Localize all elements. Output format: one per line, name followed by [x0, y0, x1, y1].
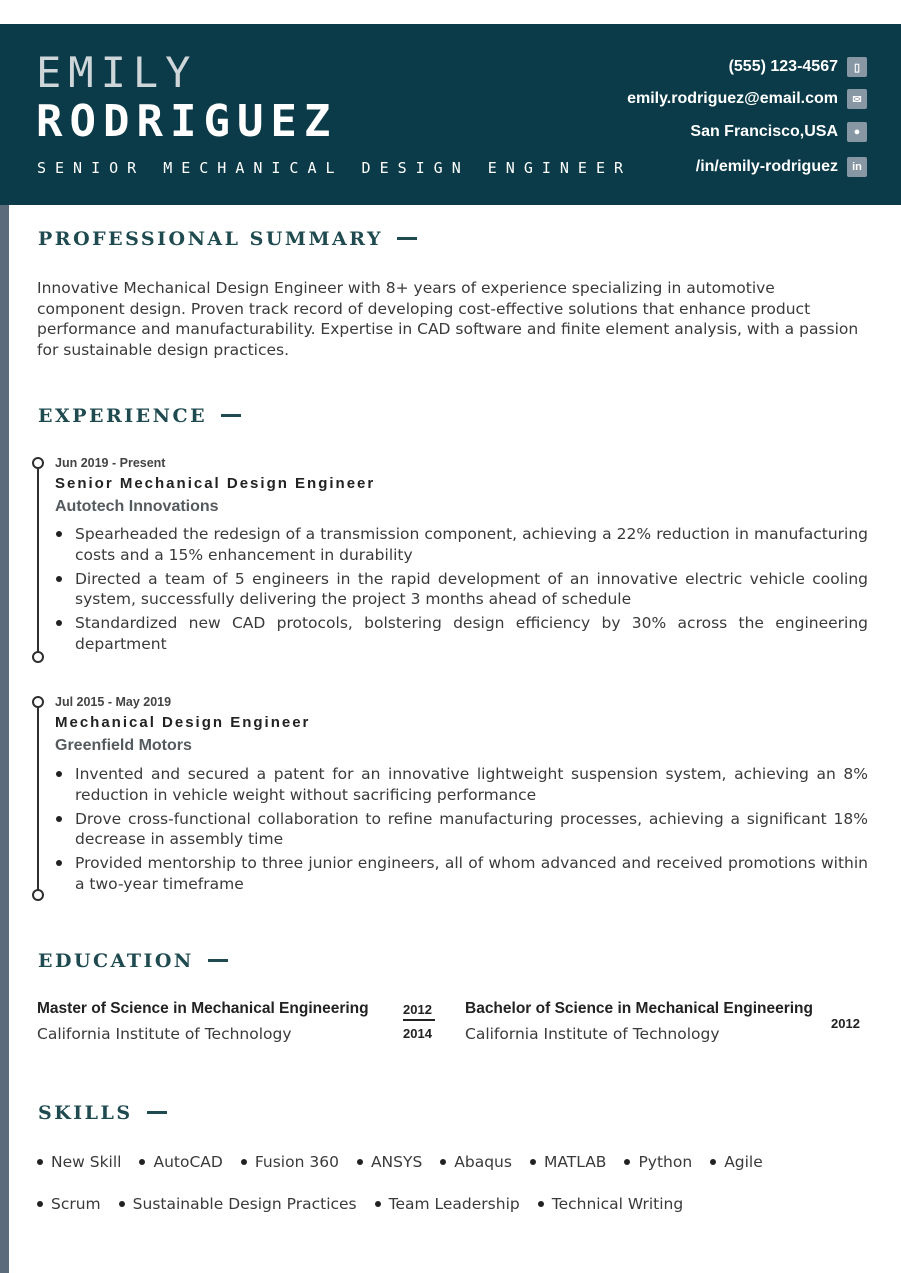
first-name: EMILY — [36, 48, 198, 97]
list-item: Standardized new CAD protocols, bolstering design efficiency by 30% across the engineering department — [55, 613, 868, 654]
skills-heading-text: SKILLS — [38, 1102, 133, 1124]
timeline-start-dot — [32, 696, 44, 708]
last-name: RODRIGUEZ — [36, 96, 338, 147]
job-title: Mechanical Design Engineer — [55, 714, 311, 731]
timeline-end-dot — [32, 651, 44, 663]
skill-tag: New Skill — [37, 1152, 121, 1172]
list-item: Directed a team of 5 engineers in the rapid development of an innovative electric vehicle cooling system, successfully delivering the project 3 months ahead of schedule — [55, 569, 868, 610]
email-text[interactable]: emily.rodriguez@email.com — [627, 90, 838, 107]
edu-year-start: 2012 — [403, 1002, 432, 1017]
edu-degree: Bachelor of Science in Mechanical Engineering — [465, 1000, 813, 1017]
edu-school: California Institute of Technology — [37, 1025, 292, 1043]
skill-tag: Python — [624, 1152, 692, 1172]
headline-title: SENIOR MECHANICAL DESIGN ENGINEER — [37, 159, 633, 177]
heading-dash — [397, 237, 417, 240]
job-date: Jun 2019 - Present — [55, 456, 166, 470]
contact-linkedin — [696, 156, 867, 178]
timeline-end-dot — [32, 889, 44, 901]
skills-heading — [38, 1101, 167, 1125]
timeline-line — [37, 468, 39, 652]
job-date: Jul 2015 - May 2019 — [55, 695, 172, 709]
contact-email — [627, 88, 867, 110]
skills-row — [37, 1152, 763, 1172]
linkedin-icon: in — [847, 157, 867, 177]
skill-tag: MATLAB — [530, 1152, 606, 1172]
phone-text: (555) 123-4567 — [728, 58, 838, 75]
summary-text: Innovative Mechanical Design Engineer with 8+ years of experience specializing in automotive component design. Proven track record of developing cost-effective solutions that enhance product performance and manufacturability. Expertise in CAD software and finite element analysis, with a passion for sustainable design practices. — [37, 279, 859, 359]
list-item: Drove cross-functional collaboration to refine manufacturing processes, achieving a significant 18% decrease in assembly time — [55, 809, 868, 850]
skill-tag: Scrum — [37, 1194, 101, 1214]
timeline-start-dot — [32, 457, 44, 469]
job-bullets — [55, 764, 868, 898]
list-item: Invented and secured a patent for an innovative lightweight suspension system, achieving an 8% reduction in vehicle weight without sacrificing performance — [55, 764, 868, 805]
contact-location — [690, 121, 867, 143]
summary-heading-text: PROFESSIONAL SUMMARY — [38, 228, 384, 250]
heading-dash — [221, 414, 241, 417]
edu-year: 2012 — [831, 1016, 860, 1031]
location-text: San Francisco,USA — [690, 123, 838, 140]
skill-tag: Abaqus — [440, 1152, 512, 1172]
job-title: Senior Mechanical Design Engineer — [55, 475, 376, 492]
left-accent-bar — [0, 24, 9, 1273]
linkedin-text[interactable]: /in/emily-rodriguez — [695, 158, 838, 175]
list-item: Spearheaded the redesign of a transmission component, achieving a 22% reduction in manufacturing costs and a 15% enhancement in durability — [55, 524, 868, 565]
location-icon: ● — [847, 122, 867, 142]
skill-tag: Team Leadership — [375, 1194, 520, 1214]
skill-tag: Sustainable Design Practices — [119, 1194, 357, 1214]
education-heading — [38, 949, 228, 973]
list-item: Provided mentorship to three junior engineers, all of whom advanced and received promotions within a two-year timeframe — [55, 853, 868, 894]
experience-heading — [38, 404, 241, 428]
skill-tag: AutoCAD — [139, 1152, 222, 1172]
company-name: Greenfield Motors — [55, 737, 192, 754]
education-heading-text: EDUCATION — [38, 950, 194, 972]
skill-tag: ANSYS — [357, 1152, 422, 1172]
job-bullets — [55, 524, 868, 658]
heading-dash — [147, 1111, 167, 1114]
company-name: Autotech Innovations — [55, 498, 219, 515]
edu-year-divider — [403, 1019, 435, 1021]
skill-tag: Technical Writing — [538, 1194, 683, 1214]
edu-school: California Institute of Technology — [465, 1025, 720, 1043]
heading-dash — [208, 959, 228, 962]
phone-icon: ▯ — [847, 57, 867, 77]
edu-year-end: 2014 — [403, 1026, 432, 1041]
edu-degree: Master of Science in Mechanical Engineering — [37, 1000, 369, 1017]
summary-heading — [38, 227, 417, 251]
email-icon: ✉ — [847, 89, 867, 109]
experience-heading-text: EXPERIENCE — [38, 405, 208, 427]
skills-row — [37, 1194, 683, 1214]
timeline-line — [37, 707, 39, 891]
contact-phone — [729, 56, 867, 78]
skill-tag: Fusion 360 — [241, 1152, 339, 1172]
skill-tag: Agile — [710, 1152, 763, 1172]
